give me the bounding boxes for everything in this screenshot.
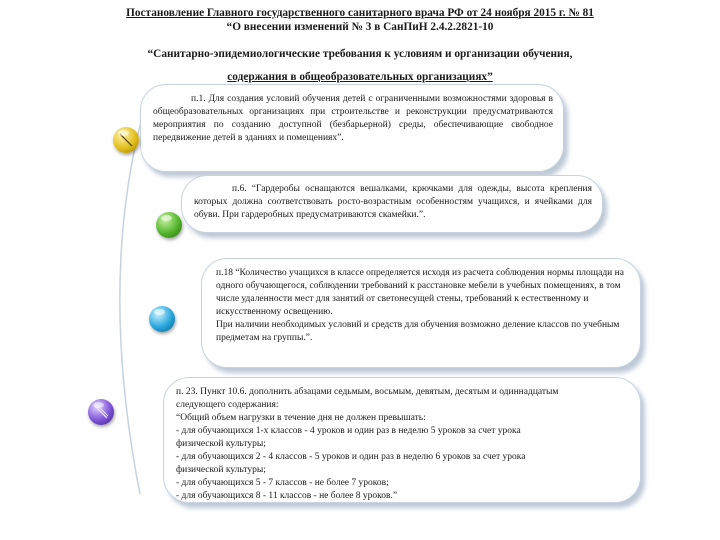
item-4-line: физической культуры; bbox=[176, 439, 266, 449]
item-4-line: - для обучающихся 1-х классов - 4 уроков и один раз в неделю 5 уроков за счет урока bbox=[176, 426, 521, 436]
item-4-line: - для обучающихся 2 - 4 классов - 5 уроков и один раз в неделю 6 уроков за счет урока bbox=[176, 452, 526, 462]
bullet-ball-green-icon bbox=[156, 212, 182, 238]
item-3-text-2: При наличии необходимых условий и средств для обучения возможно деление классов по учебным предметам на группы.”. bbox=[216, 320, 620, 343]
item-4-line: “Общий объем нагрузки в течение дня не должен превышать: bbox=[176, 413, 426, 423]
item-4-line: п. 23. Пункт 10.6. дополнить абзацами седьмым, восьмым, девятым, десятым и одиннадцатым bbox=[176, 387, 559, 397]
header-line-1: Постановление Главного государственного санитарного врача РФ от 24 ноября 2015 г. № 81 bbox=[126, 7, 594, 19]
bullet-ball-purple-icon bbox=[88, 399, 114, 425]
document-header bbox=[40, 6, 680, 84]
item-4-line: - для обучающихся 5 - 7 классов - не более 7 уроков; bbox=[176, 478, 389, 488]
header-line-3: “Санитарно-эпидемиологические требования к условиям и организации обучения, bbox=[147, 48, 573, 60]
item-3-text: п.18 “Количество учащихся в классе определяется исходя из расчета соблюдения нормы площади на одного обучающегося, соблюдении требований к расстановке мебели в учебных помещениях, в том числе удаленности мест для занятий от светонесущей стены, требований к естественному и искусственному освещению. bbox=[216, 268, 624, 317]
item-card-2 bbox=[181, 175, 603, 233]
item-4-line: физической культуры; bbox=[176, 465, 266, 475]
item-2-text: п.6. “Гардеробы оснащаются вешалками, крючками для одежды, высота крепления которых должна соответствовать росто-возрастным особенностям учащихся, и ячейками для обуви. При гардеробных предусматриваются скамейки.”. bbox=[194, 184, 592, 220]
item-4-line: - для обучающихся 8 - 11 классов - не более 8 уроков.” bbox=[176, 491, 398, 501]
item-4-line: следующего содержания: bbox=[176, 400, 279, 410]
bullet-ball-yellow-icon bbox=[113, 127, 139, 153]
item-card-3 bbox=[201, 258, 641, 368]
item-card-4 bbox=[163, 377, 641, 503]
header-line-2: “О внесении изменений № 3 в СанПиН 2.4.2.2821-10 bbox=[226, 21, 494, 33]
bullet-ball-blue-icon bbox=[149, 306, 175, 332]
header-line-4: содержания в общеобразовательных организациях” bbox=[227, 71, 493, 83]
item-card-1 bbox=[140, 84, 564, 172]
item-1-text: п.1. Для создания условий обучения детей с ограниченными возможностями здоровья в общеобразовательных организациях при строительстве и реконструкции предусматриваются мероприятия по созданию доступной (безбарьерной) среды, обеспечивающие свободное передвижение детей в зданиях и помещениях”. bbox=[153, 94, 553, 143]
